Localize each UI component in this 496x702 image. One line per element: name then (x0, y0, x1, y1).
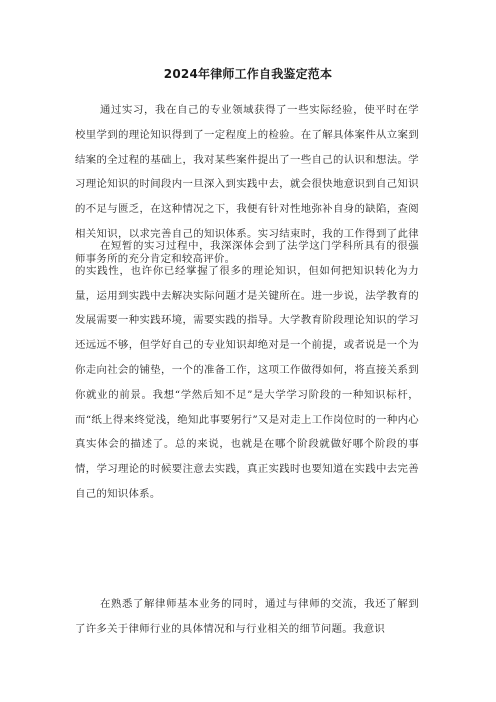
paragraph-1: 通过实习，我在自己的专业领域获得了一些实际经验，使平时在学校里学到的理论知识得到了一定程度上的检验。在了解具体案件从立案到结案的全过程的基础上，我对某些案件提出了一些自己的认识和想法。学习理论知识的时间段内一旦深入到实践中去，就会很快地意识到自己知识的不足与匮乏，在这种情况之下，我便有针对性地弥补自身的缺陷，查阅相关知识，以求完善自己的知识体系。实习结束时，我的工作得到了此律师事务所的充分肯定和较高评价。 (75, 104, 419, 265)
paragraph-2: 在短暂的实习过程中，我深深体会到了法学这门学科所具有的很强的实践性，也许你已经掌握了很多的理论知识，但如何把知识转化为力量，运用到实践中去解决实际问题才是关键所在。进一步说，法学教育的发展需要一种实践环境，需要实践的指导。大学教育阶段理论知识的学习还远远不够，但学好自己的专业知识却绝对是一个前提，或者说是一个为你走向社会的铺垫，一个的准备工作，这项工作做得如何，将直接关系到你就业的前景。我想“学然后知不足”是大学学习阶段的一种知识标杆，而“纸上得来终觉浅，绝知此事要躬行”又是对走上工作岗位时的一种内心真实体会的描述了。总的来说，也就是在哪个阶段就做好哪个阶段的事情，学习理论的时候要注意去实践，真正实践时也要知道在实践中去完善自己的知识体系。 (75, 240, 419, 500)
document-title: 2024年律师工作自我鉴定范本 (163, 67, 333, 81)
paragraph-3: 在熟悉了解律师基本业务的同时，通过与律师的交流，我还了解到了许多关于律师行业的具体情况和与行业相关的细节问题。我意识 (75, 598, 419, 635)
